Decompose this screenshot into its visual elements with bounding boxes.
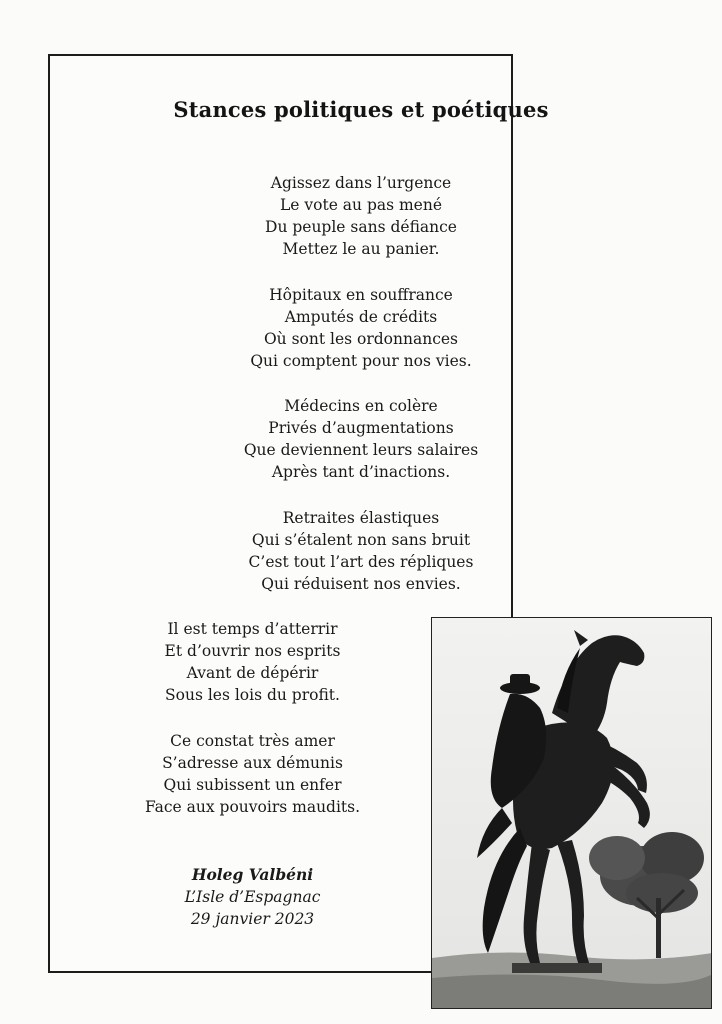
poem-line: Avant de dépérir [186,664,319,682]
poem-line: Il est temps d’atterrir [167,620,338,638]
poem-line: Qui réduisent nos envies. [261,575,461,593]
signature-place: L’Isle d’Espagnac [184,888,321,906]
horse-rider-statue-image [432,618,712,1009]
statue-photo [431,617,712,1009]
poem-line: Du peuple sans défiance [265,218,457,236]
signature-date: 29 janvier 2023 [190,910,315,928]
poem-line: Retraites élastiques [282,509,440,527]
poem-line: Le vote au pas mené [279,196,443,214]
poem-line: Après tant d’inactions. [271,463,451,481]
stanza-3 [0,395,722,483]
poem-title: Stances politiques et poétiques [173,97,549,122]
poem-line: Agissez dans l’urgence [270,174,452,192]
stanza-5 [0,618,505,706]
poem-line: Que deviennent leurs salaires [243,441,479,459]
poem-line: Qui subissent un enfer [163,776,342,794]
poem-line: Face aux pouvoirs maudits. [144,798,361,816]
signature-block [0,864,505,930]
poem-line: Qui comptent pour nos vies. [250,352,472,370]
stanza-2 [0,284,722,372]
poem-line: Qui s’étalent non sans bruit [251,531,471,549]
poem-line: Hôpitaux en souffrance [269,286,453,304]
stanza-4 [0,507,722,595]
poem-line: Ce constat très amer [170,732,335,750]
poem-line: S’adresse aux démunis [162,754,343,772]
stanza-6 [0,730,505,818]
poem-line: Amputés de crédits [284,308,438,326]
poem-line: Médecins en colère [284,397,438,415]
author-name: Holeg Valbéni [191,865,314,884]
poem-line: Mettez le au panier. [282,240,440,258]
poem-line: C’est tout l’art des répliques [248,553,474,571]
stanza-1 [0,172,722,260]
poem-line: Où sont les ordonnances [263,330,459,348]
poem-line: Et d’ouvrir nos esprits [164,642,341,660]
poem-line: Privés d’augmentations [268,419,454,437]
poem-line: Sous les lois du profit. [165,686,340,704]
